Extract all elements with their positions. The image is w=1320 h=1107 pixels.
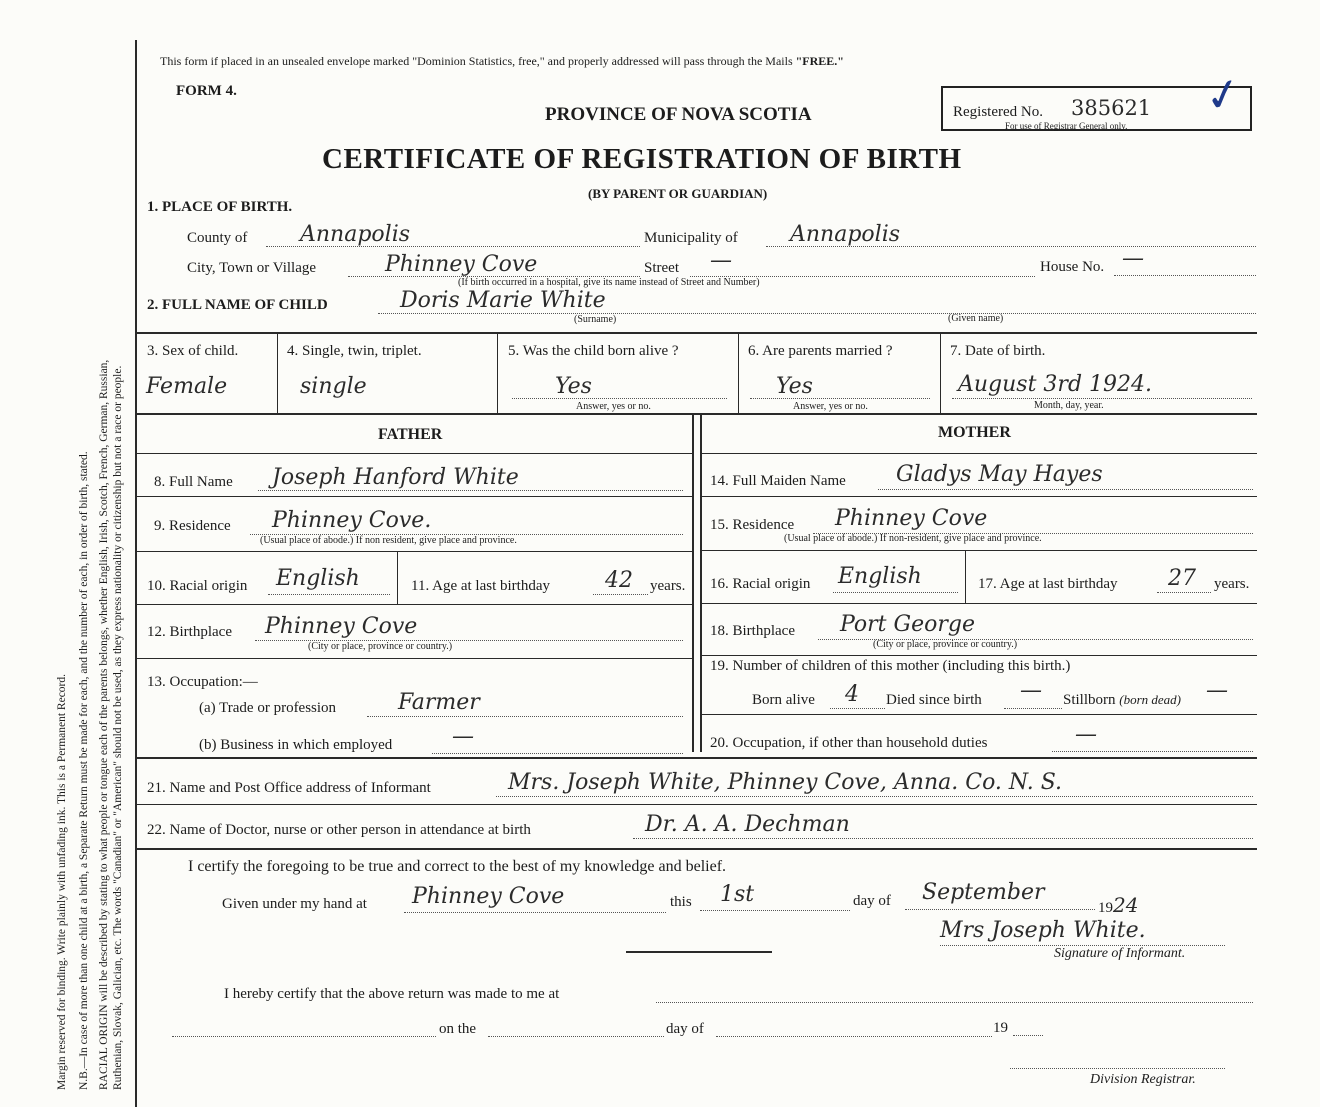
dob-note: Month, day, year. <box>1034 400 1104 411</box>
county-label: County of <box>187 230 248 246</box>
margin-note-binding: Margin reserved for binding. Write plainly with unfading ink. This is a Permanent Record. <box>56 673 68 1090</box>
parents-married-note: Answer, yes or no. <box>793 401 868 412</box>
mother-birthplace-value: Port George <box>840 612 975 637</box>
mother-race-value: English <box>838 564 922 589</box>
registrar-year-label: 19 <box>993 1020 1008 1036</box>
born-alive-label: 5. Was the child born alive ? <box>508 343 679 359</box>
father-birthplace-value: Phinney Cove <box>265 614 418 639</box>
mother-age-label: 17. Age at last birthday <box>978 576 1118 592</box>
mother-age-value: 27 <box>1168 566 1196 591</box>
city-value: Phinney Cove <box>385 252 538 277</box>
mother-heading: MOTHER <box>938 424 1011 441</box>
mother-name-label: 14. Full Maiden Name <box>710 473 846 489</box>
father-age-label: 11. Age at last birthday <box>411 578 550 594</box>
father-name-label: 8. Full Name <box>154 474 233 490</box>
divider <box>137 848 1257 850</box>
plurality-label: 4. Single, twin, triplet. <box>287 343 422 359</box>
registrar-day-of-label: day of <box>666 1021 704 1037</box>
father-race-value: English <box>276 566 360 591</box>
day-value: 1st <box>720 882 755 907</box>
divider <box>137 332 1257 334</box>
informant-label: 21. Name and Post Office address of Informant <box>147 780 431 796</box>
father-birthplace-note: (City or place, province or country.) <box>308 641 453 652</box>
born-alive-value: Yes <box>555 374 592 399</box>
certificate-subtitle: (BY PARENT OR GUARDIAN) <box>588 186 768 201</box>
father-name-value: Joseph Hanford White <box>272 465 519 490</box>
mother-birthplace-label: 18. Birthplace <box>710 623 795 639</box>
mother-name-value: Gladys May Hayes <box>896 462 1103 487</box>
father-residence-value: Phinney Cove. <box>272 508 432 533</box>
divider <box>137 757 1257 759</box>
certification-statement: I certify the foregoing to be true and correct to the best of my knowledge and belief. <box>188 858 727 875</box>
registrar-on-the-label: on the <box>439 1021 477 1037</box>
mother-residence-note: (Usual place of abode.) If non-resident, give place and province. <box>784 533 1042 544</box>
certificate-title: CERTIFICATE OF REGISTRATION OF BIRTH <box>322 143 962 175</box>
registered-number: 385621 <box>1071 96 1152 120</box>
father-residence-label: 9. Residence <box>154 518 231 534</box>
given-name-note: (Given name) <box>948 313 1004 324</box>
father-age-unit: years. <box>650 578 686 594</box>
surname-note: (Surname) <box>574 314 617 325</box>
this-label: this <box>670 894 692 910</box>
dob-label: 7. Date of birth. <box>950 343 1046 359</box>
province-heading: PROVINCE OF NOVA SCOTIA <box>545 104 812 125</box>
margin-note-racial-origin: RACIAL ORIGIN will be described by stating to what people or tongue each of the parents belongs, whether English, Irish, Scotch, French, German, Russian, <box>98 359 110 1090</box>
margin-note-racial-origin-cont: Ruthenian, Slovak, Galician, etc. The words "Canadian" or "American" should not be used, as they express nationality or citizenship but not a race or people. <box>112 365 124 1090</box>
margin-note-multiple-births: N.B.—In case of more than one child at a birth, a Separate Return must be made for each, and the number of each, in order of birth, stated. <box>78 451 90 1090</box>
born-alive-note: Answer, yes or no. <box>576 401 651 412</box>
doctor-value: Dr. A. A. Dechman <box>645 812 850 837</box>
dob-value: August 3rd 1924. <box>958 372 1153 397</box>
father-heading: FATHER <box>378 426 443 443</box>
place-heading: 1. PLACE OF BIRTH. <box>147 199 293 215</box>
municipality-value: Annapolis <box>790 222 901 247</box>
postal-note: This form if placed in an unsealed envelope marked "Dominion Statistics, free," and properly addressed will pass through the Mails "FREE." <box>160 54 844 68</box>
mother-race-label: 16. Racial origin <box>710 576 811 592</box>
sex-label: 3. Sex of child. <box>147 343 239 359</box>
mother-residence-value: Phinney Cove <box>835 506 988 531</box>
informant-signature: Mrs Joseph White. <box>940 918 1146 943</box>
year-label: 1924 <box>1098 893 1139 917</box>
father-trade-label: (a) Trade or profession <box>199 700 337 716</box>
born-alive-count-value: 4 <box>845 682 859 707</box>
street-label: Street <box>644 260 679 276</box>
mother-birthplace-note: (City or place, province or country.) <box>873 639 1018 650</box>
parents-married-value: Yes <box>776 374 813 399</box>
child-name-value: Doris Marie White <box>400 288 606 313</box>
mother-age-unit: years. <box>1214 576 1250 592</box>
registrar-note: For use of Registrar General only. <box>1005 121 1128 131</box>
stillborn-value: — <box>1206 678 1228 703</box>
father-residence-note: (Usual place of abode.) If non resident, give place and province. <box>260 535 517 546</box>
father-age-value: 42 <box>605 568 633 593</box>
street-value: — <box>710 248 732 273</box>
city-label: City, Town or Village <box>187 260 317 276</box>
municipality-label: Municipality of <box>644 230 738 246</box>
father-business-value: — <box>452 724 474 749</box>
registrar-statement: I hereby certify that the above return was made to me at <box>224 986 560 1002</box>
given-under-hand-label: Given under my hand at <box>222 896 367 912</box>
father-occupation-label: 13. Occupation:— <box>147 674 258 690</box>
father-birthplace-label: 12. Birthplace <box>147 624 232 640</box>
sex-value: Female <box>146 374 228 399</box>
check-mark-icon: ✓ <box>1200 67 1247 124</box>
county-value: Annapolis <box>300 222 411 247</box>
child-name-label: 2. FULL NAME OF CHILD <box>147 297 328 313</box>
binding-margin-line <box>135 40 137 1107</box>
mother-children-label: 19. Number of children of this mother (including this birth.) <box>710 658 1071 674</box>
registered-number-label: Registered No. <box>953 104 1043 120</box>
house-number-value: — <box>1122 246 1144 271</box>
mother-occupation-value: — <box>1075 722 1097 747</box>
informant-value: Mrs. Joseph White, Phinney Cove, Anna. Co. N. S. <box>508 770 1063 795</box>
divider <box>137 413 1257 415</box>
parents-married-label: 6. Are parents married ? <box>748 343 893 359</box>
form-number: FORM 4. <box>176 83 237 99</box>
died-since-birth-label: Died since birth <box>886 692 982 708</box>
house-number-label: House No. <box>1040 259 1105 275</box>
doctor-label: 22. Name of Doctor, nurse or other person in attendance at birth <box>147 822 531 838</box>
born-alive-count-label: Born alive <box>752 692 815 708</box>
stillborn-label: Stillborn (born dead) <box>1063 692 1182 708</box>
father-trade-value: Farmer <box>398 690 480 715</box>
mother-residence-label: 15. Residence <box>710 517 795 533</box>
signature-label: Signature of Informant. <box>1054 946 1186 961</box>
day-of-label: day of <box>853 893 891 909</box>
division-registrar-label: Division Registrar. <box>1090 1072 1196 1087</box>
father-race-label: 10. Racial origin <box>147 578 248 594</box>
father-business-label: (b) Business in which employed <box>199 737 393 753</box>
died-since-birth-value: — <box>1020 678 1042 703</box>
hospital-note: (If birth occurred in a hospital, give its name instead of Street and Number) <box>458 277 760 288</box>
mother-occupation-label: 20. Occupation, if other than household duties <box>710 735 988 751</box>
month-value: September <box>922 880 1045 905</box>
given-place-value: Phinney Cove <box>412 884 565 909</box>
plurality-value: single <box>300 374 367 399</box>
